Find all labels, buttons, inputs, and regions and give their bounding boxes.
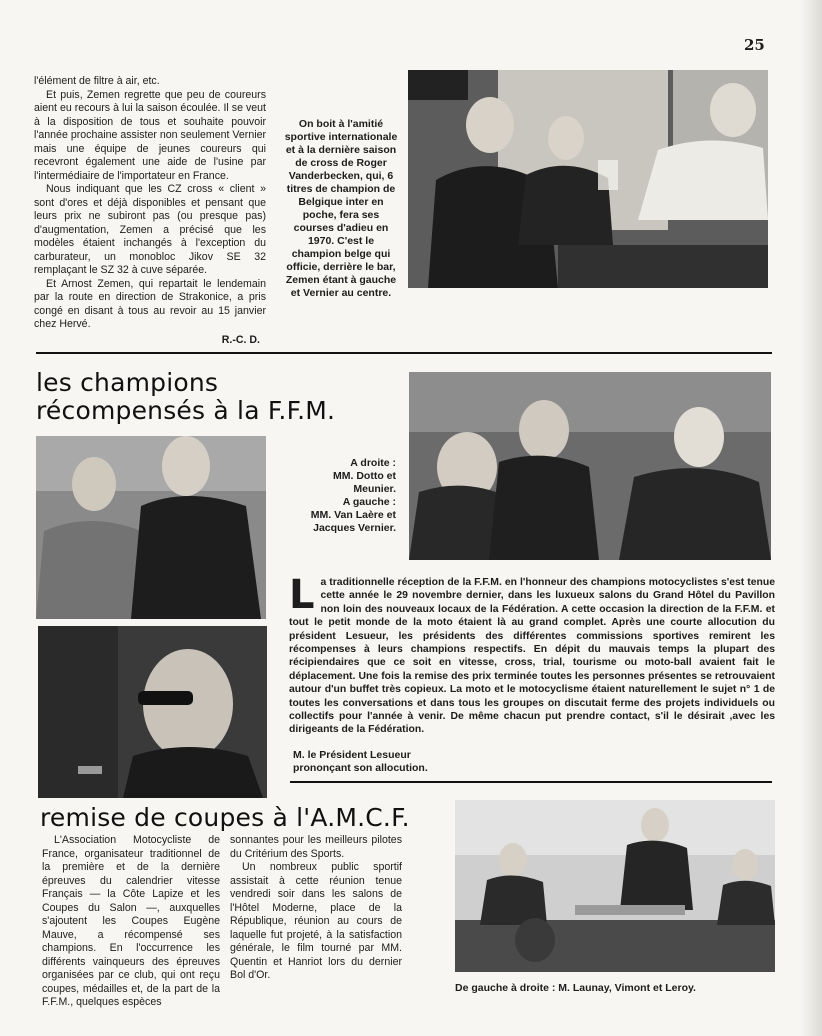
champions-caption-line6: Jacques Vernier. bbox=[313, 522, 396, 534]
top-article-p4: Et Arnost Zemen, qui repartait le lendemain par la route en direction de Strakonice, a pris congé en disant à tous au revoir au 15 janvier chez Hervé. bbox=[34, 277, 266, 330]
champions-caption-line5: MM. Van Laère et bbox=[310, 509, 396, 521]
section1-headline-line1: les champions bbox=[36, 368, 219, 397]
photo-toast-bar bbox=[408, 70, 768, 288]
president-caption-line1: M. le Président Lesueur bbox=[293, 749, 411, 761]
top-article bbox=[34, 75, 266, 347]
champions-caption-line3: Meunier. bbox=[353, 483, 396, 495]
section2-headline: remise de coupes à l'A.M.C.F. bbox=[40, 803, 410, 832]
champions-caption-line2: MM. Dotto et bbox=[333, 470, 396, 482]
photo-amcf bbox=[455, 800, 775, 972]
top-photo-caption: On boit à l'amitié sportive internationale et à la dernière saison de cross de Roger Vanderbecken, qui, 6 titres de champion de Belgique inter en poche, fera ses courses d'adieu en 1970. C'est le champion belge qui officie, derrière le bar, Zemen étant à gauche et Vernier au centre. bbox=[284, 118, 398, 299]
top-article-p2: Et puis, Zemen regrette que peu de coureurs aient eu recours à lui la saison écoulée. Il se veut à la disposition de tous et souhaite pouvoir l'année prochaine assister non seulement Vernier mais une équipe de jeunes coureurs qui recevront également une aide de l'usine par l'intermédiaire de l'importateur en France. bbox=[34, 88, 266, 182]
photo-president bbox=[38, 626, 267, 798]
president-caption bbox=[293, 749, 493, 775]
champions-caption bbox=[276, 457, 396, 535]
champions-caption-line4: A gauche : bbox=[342, 496, 396, 508]
dropcap: L bbox=[289, 572, 315, 618]
photo-champions-right bbox=[409, 372, 771, 560]
champions-article-text: a traditionnelle réception de la F.F.M. en l'honneur des champions motocyclistes s'est tenue cette année le 29 novembre dernier, dans les luxueux salons du Grand Hôtel du Pavillon non loin des nouveaux locaux de la Fédération. A cette occasion la direction de la F.F.M. et tout le petit monde de la moto étaient là au grand complet. Après une courte allocution du président Lesueur, les présidents des différentes commissions sportives remirent les récompenses à leurs champions respectifs. En dépit du mauvais temps la plupart des récipiendaires que ce soit en vitesse, cross, trial, tourisme ou moto-ball avaient fait le déplacement. Une fois la remise des prix terminée toutes les personnes présentes se retrouvaient autour d'un buffet très copieux. La moto et le motocyclisme étaient naturellement le sujet n° 1 de toutes les conversations et dans tous les groupes on discutait ferme des projets individuels ou collectifs pour l'année à venir. De même chacun put prendre contact, s'il le désirait ,avec les dirigeants de la Fédération. bbox=[289, 577, 775, 736]
amcf-column-1 bbox=[42, 834, 220, 1010]
section-divider-1 bbox=[36, 352, 772, 354]
page-number: 25 bbox=[744, 36, 765, 54]
section-divider-2 bbox=[290, 781, 772, 783]
amcf-col2-text-b: Un nombreux public sportif assistait à cette réunion tenue vendredi soir dans les salons de l'Hôtel Moderne, place de la République, réunion au cours de laquelle fut projeté, à la satisfaction générale, le film tourné par MM. Quentin et Hanriot lors du dernier Bol d'Or. bbox=[230, 861, 402, 981]
section1-headline bbox=[36, 369, 406, 425]
amcf-col2-text-a: sonnantes pour les meilleurs pilotes du Critérium des Sports. bbox=[230, 834, 402, 860]
amcf-col1-text: L'Association Motocycliste de France, organisateur traditionnel de la première et de la dernière épreuves du calendrier vitesse Français — la Côte Lapize et les Coupes du Salon —, auxquelles s'ajoutent les Coupes Eugène Mauve, a récompensé ses champions. En l'occurrence les différents vainqueurs des épreuves organisées par ce club, qui ont reçu coupes, médailles et, de la part de la F.F.M., quelques espèces bbox=[42, 834, 220, 1008]
amcf-column-2 bbox=[230, 834, 402, 983]
president-caption-line2: prononçant son allocution. bbox=[293, 762, 428, 774]
top-article-signature: R.-C. D. bbox=[221, 333, 260, 346]
amcf-photo-caption: De gauche à droite : M. Launay, Vimont et Leroy. bbox=[455, 982, 696, 994]
champions-caption-line1: A droite : bbox=[350, 457, 396, 469]
top-article-p3: Nous indiquant que les CZ cross « client » sont d'ores et déjà disponibles et pensant que leurs prix ne subiront pas (ou presque pas) d'augmentation, Zemen a précisé que les modèles étaient inchangés à l'exception du carburateur, un monobloc Jikov SE 32 remplaçant le SZ 32 à cuve séparée. bbox=[34, 183, 266, 276]
page-edge-shadow bbox=[800, 0, 822, 1036]
top-article-p1: l'élément de filtre à air, etc. bbox=[34, 75, 160, 87]
photo-champions-left bbox=[36, 436, 266, 619]
champions-article bbox=[289, 572, 775, 737]
section1-headline-line2: récompensés à la F.F.M. bbox=[36, 396, 336, 425]
